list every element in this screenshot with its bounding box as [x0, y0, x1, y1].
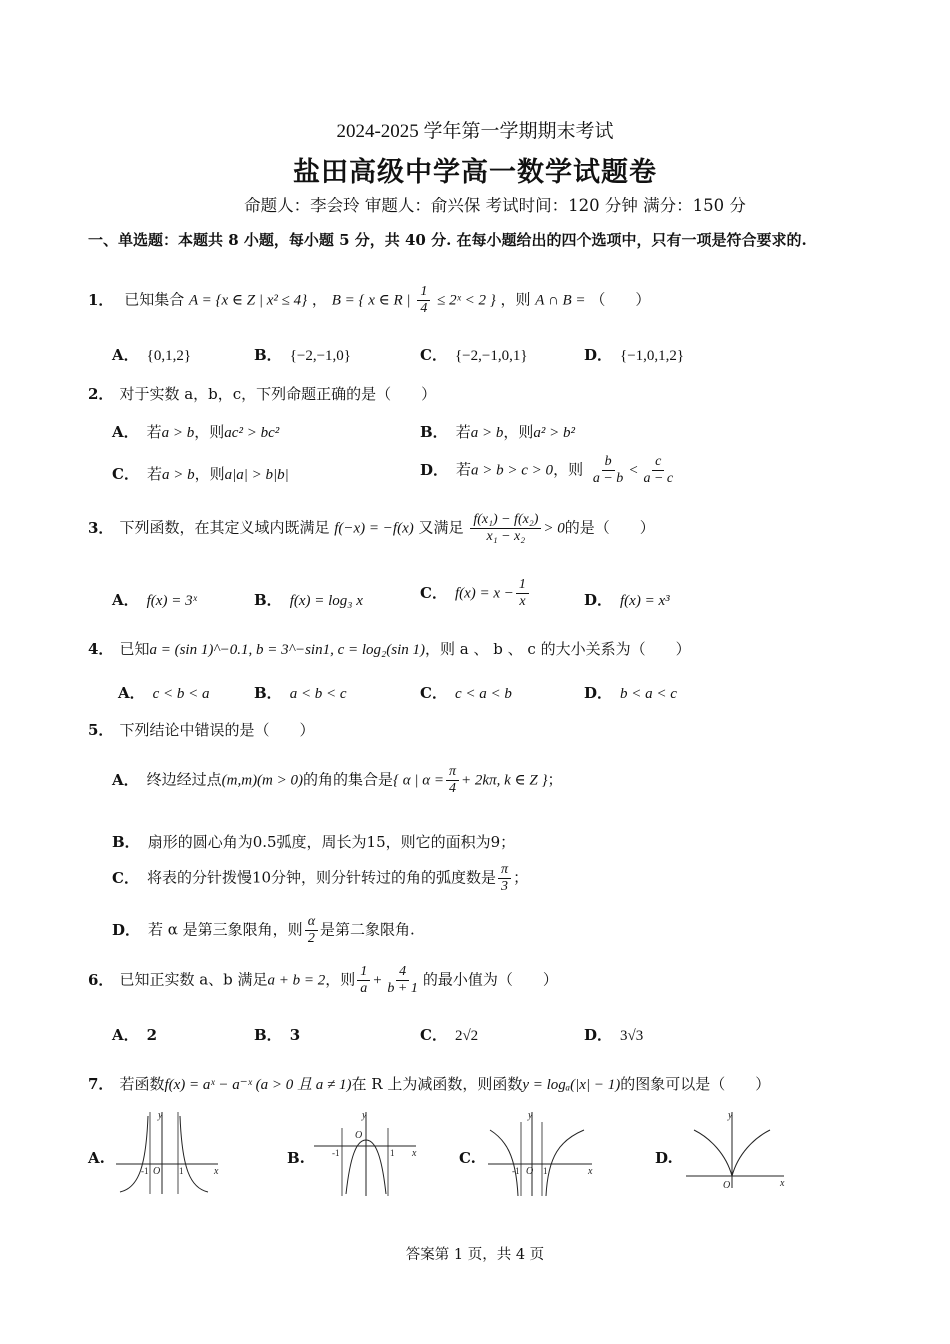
q5-option-c[interactable] [112, 862, 528, 895]
tick-neg1: -1 [332, 1148, 340, 1158]
option-label: B． [112, 833, 140, 851]
option-math: a > b [161, 425, 195, 441]
x-label: x [780, 1178, 785, 1189]
option-text: {0,1,2} [146, 348, 192, 364]
option-text: 3√3 [620, 1028, 644, 1044]
q7-option-d-label[interactable]: D. [655, 1149, 673, 1167]
option-label: A． [112, 423, 139, 441]
y-label: y [728, 1110, 733, 1121]
intersection-expression: A ∩ B = [535, 292, 586, 309]
fraction [470, 512, 541, 545]
y-label: y [362, 1110, 367, 1121]
option-label: C． [420, 1026, 447, 1044]
option-text: f(x) = x − [454, 585, 514, 602]
option-text: {−1,0,1,2} [620, 348, 685, 364]
option-text: f(x) = log₃ x [289, 593, 363, 609]
y-label: y [158, 1110, 163, 1121]
q7-option-b-label[interactable]: B. [287, 1149, 305, 1167]
question-5 [88, 719, 314, 740]
option-math: ac² > bc² [224, 425, 280, 441]
question-text: ，则 a 、 b 、 c 的大小关系为（ ） [425, 640, 691, 658]
q4-option-b[interactable] [254, 682, 347, 703]
option-math: a|a| > b|b| [224, 467, 289, 483]
option-text: 2√2 [454, 1028, 479, 1044]
fraction [516, 577, 529, 610]
question-text: 下列函数，在其定义域内既满足 [119, 518, 330, 537]
q7-graph-c[interactable] [484, 1108, 599, 1198]
question-text: 的是（ ） [564, 518, 655, 537]
q4-option-a[interactable] [118, 682, 210, 703]
option-text: ，则 [503, 423, 534, 441]
x-label: x [412, 1148, 417, 1159]
option-math: < [628, 462, 639, 479]
option-text: ，则 [194, 423, 225, 441]
q7-graph-d[interactable] [680, 1108, 795, 1198]
answer-blank: （ ） [590, 290, 651, 309]
fraction-numerator: 1 [516, 577, 529, 594]
fraction-numerator: b [602, 454, 615, 471]
curve-left [120, 1116, 148, 1192]
question-text: 已知集合 [124, 290, 185, 309]
option-text: b < a < c [620, 686, 677, 702]
option-text: c < b < a [152, 686, 210, 702]
section-heading: 一、单选题：本题共 8 小题，每小题 5 分，共 40 分. 在每小题给出的四个选项中，只有一项是符合要求的. [88, 231, 807, 249]
question-3 [88, 512, 655, 545]
q4-option-d[interactable] [584, 682, 677, 703]
option-label: D． [584, 591, 613, 609]
q7-graph-b[interactable] [312, 1108, 427, 1198]
set-b-prefix: B = { x ∈ R | [331, 292, 411, 309]
question-number: 3． [88, 518, 114, 537]
q7-option-c-label[interactable]: C. [459, 1149, 476, 1167]
question-math: f(−x) = −f(x) [334, 520, 414, 537]
option-label: D． [584, 1026, 613, 1044]
fraction [357, 964, 370, 997]
q5-option-b[interactable] [112, 831, 515, 852]
curve-right [180, 1116, 208, 1192]
option-label: C． [420, 684, 447, 702]
question-math: a + b = 2 [267, 972, 326, 989]
question-7 [88, 1073, 770, 1094]
x-label: x [588, 1166, 593, 1177]
q5-option-a[interactable] [112, 764, 562, 797]
origin-label: O [153, 1166, 161, 1177]
fraction [498, 862, 511, 895]
option-text: ，则 [553, 460, 584, 479]
question-math: f(x) = aˣ − a⁻ˣ (a > 0 且 a ≠ 1) [164, 1077, 352, 1093]
option-math: a > b [161, 467, 195, 483]
q3-option-a[interactable] [112, 589, 197, 610]
q6-option-c[interactable] [420, 1024, 478, 1045]
question-6 [88, 964, 558, 997]
option-text: c < a < b [454, 686, 512, 702]
fraction [305, 914, 318, 947]
option-math: { α | α = [393, 772, 445, 789]
option-text: 若 [455, 423, 471, 441]
q1-option-a[interactable] [112, 344, 191, 365]
q2-option-a[interactable] [112, 421, 279, 442]
tick-neg1: -1 [512, 1166, 520, 1176]
fraction-denominator: 4 [449, 781, 457, 797]
option-text: {−2,−1,0,1} [454, 348, 528, 364]
option-label: B． [254, 1026, 282, 1044]
option-math: a > b > c > 0 [471, 462, 554, 479]
fraction-numerator: 1 [417, 284, 430, 301]
q2-option-d[interactable] [420, 454, 678, 487]
option-text: 若 [146, 465, 162, 483]
option-text: 扇形的圆心角为0.5弧度，周长为15，则它的面积为9； [147, 833, 516, 851]
option-label: A． [112, 770, 139, 789]
fraction-numerator: f(x₁) − f(x₂) [470, 512, 541, 529]
page-footer: 答案第 1 页，共 4 页 [405, 1247, 545, 1263]
curve-left [694, 1130, 732, 1176]
exam-term-title: 2024-2025 学年第一学期期末考试 [336, 121, 614, 142]
option-math: + 2kπ, k ∈ Z } [461, 772, 548, 789]
question-text: 的最小值为（ ） [422, 970, 558, 989]
question-text: 的图象可以是（ ） [620, 1075, 771, 1093]
fraction-denominator: a − c [643, 471, 674, 487]
option-label: A． [112, 1026, 139, 1044]
origin-label: O [723, 1180, 731, 1191]
question-number: 6． [88, 970, 114, 989]
tick-1: 1 [390, 1148, 395, 1158]
tick-1: 1 [179, 1166, 184, 1176]
option-text: 终边经过点 [146, 770, 222, 789]
question-number: 5． [88, 721, 114, 739]
option-text: f(x) = x³ [620, 593, 670, 609]
q5-option-d[interactable] [112, 914, 415, 947]
option-label: B． [254, 591, 282, 609]
question-text: ，则 [325, 970, 356, 989]
option-label: C． [112, 868, 139, 887]
set-a-expression: A = {x ∈ Z | x² ≤ 4} [189, 292, 308, 309]
question-text: 下列结论中错误的是（ ） [119, 721, 315, 739]
option-label: D． [420, 460, 449, 479]
fraction [384, 964, 420, 997]
option-math: a > b [470, 425, 504, 441]
option-text: 若 [456, 460, 472, 479]
option-math: (m,m)(m > 0) [221, 772, 304, 789]
set-b-fraction [417, 284, 430, 317]
q1-option-b[interactable] [254, 344, 351, 365]
option-label: B． [254, 346, 282, 364]
fraction [590, 454, 626, 487]
question-text: 又满足 [418, 518, 464, 537]
question-2 [88, 383, 436, 404]
fraction [640, 454, 676, 487]
option-text: f(x) = 3ˣ [146, 593, 197, 609]
fraction-numerator: 4 [396, 964, 409, 981]
q3-option-c[interactable] [420, 577, 531, 610]
set-b-suffix: ≤ 2ˣ < 2 } [437, 292, 496, 309]
x-label: x [214, 1166, 219, 1177]
fraction-denominator: 3 [501, 879, 509, 895]
option-text: ； [513, 868, 529, 887]
option-text: ，则 [194, 465, 225, 483]
option-text: 是第二象限角. [320, 920, 415, 939]
fraction-denominator: a [360, 981, 368, 997]
q4-option-c[interactable] [420, 682, 512, 703]
question-text: ，则 [500, 290, 531, 309]
fraction-numerator: α [305, 914, 318, 931]
y-label: y [528, 1110, 533, 1121]
fraction-denominator: 2 [307, 931, 315, 947]
tick-neg1: -1 [141, 1166, 149, 1176]
question-number: 4． [88, 640, 114, 658]
fraction-numerator: π [498, 862, 511, 879]
fraction-numerator: π [446, 764, 459, 781]
q3-option-d[interactable] [584, 589, 670, 610]
option-label: A． [112, 346, 139, 364]
curve-right [732, 1130, 770, 1176]
fraction-denominator: x [519, 594, 526, 610]
fraction-denominator: b + 1 [387, 981, 418, 997]
question-math: y = logₐ(|x| − 1) [522, 1077, 621, 1093]
option-label: C． [112, 465, 139, 483]
fraction-numerator: c [652, 454, 664, 471]
option-label: D． [112, 920, 141, 939]
option-text: 的角的集合是 [303, 770, 394, 789]
separator: ， [311, 290, 327, 309]
option-label: D． [584, 346, 613, 364]
option-text: 3 [289, 1026, 301, 1044]
question-number: 2． [88, 385, 114, 403]
option-text: ； [547, 770, 563, 789]
exam-meta-info: 命题人：李会玲 审题人：俞兴保 考试时间：120 分钟 满分：150 分 [244, 196, 746, 215]
q7-graph-a[interactable] [110, 1108, 225, 1198]
option-label: C． [420, 346, 447, 364]
option-label: C． [420, 583, 447, 602]
option-text: 若 [146, 423, 162, 441]
question-number: 1． [88, 290, 114, 309]
question-text: 在 R 上为减函数，则函数 [351, 1075, 523, 1093]
option-text: 将表的分针拨慢10分钟，则分针转过的角的弧度数是 [146, 868, 497, 887]
q3-option-b[interactable] [254, 589, 363, 610]
q2-option-b[interactable] [420, 421, 575, 442]
question-math: a = (sin 1)^−0.1, b = 3^−sin1, c = log₂(sin 1) [149, 642, 426, 658]
option-text: 若 α 是第三象限角，则 [148, 920, 303, 939]
option-label: B． [420, 423, 448, 441]
curve-left [490, 1130, 518, 1196]
question-text: 对于实数 a，b，c，下列命题正确的是（ ） [119, 385, 437, 403]
question-text: 已知正实数 a、b 满足 [119, 970, 268, 989]
q7-option-a-label[interactable]: A. [88, 1149, 105, 1167]
option-label: A． [118, 684, 145, 702]
question-text: 若函数 [119, 1075, 165, 1093]
option-label: A． [112, 591, 139, 609]
fraction [446, 764, 459, 797]
fraction-denominator: 4 [420, 301, 428, 317]
question-math: + [372, 972, 383, 989]
exam-paper-title: 盐田高级中学高一数学试题卷 [293, 157, 657, 188]
fraction-denominator: x₁ − x₂ [486, 529, 526, 545]
option-text: 2 [146, 1026, 158, 1044]
question-number: 7． [88, 1075, 114, 1093]
question-math: > 0 [543, 520, 565, 537]
option-text: {−2,−1,0} [289, 348, 352, 364]
question-text: 已知 [119, 640, 150, 658]
origin-label: O [355, 1130, 363, 1141]
option-math: a² > b² [533, 425, 575, 441]
option-text: a < b < c [289, 686, 347, 702]
q6-option-d[interactable] [584, 1024, 643, 1045]
origin-label: O [526, 1166, 534, 1177]
option-label: D． [584, 684, 613, 702]
question-1 [88, 284, 650, 317]
q6-option-b[interactable] [254, 1024, 300, 1045]
fraction-numerator: 1 [357, 964, 370, 981]
q1-option-d[interactable] [584, 344, 684, 365]
tick-1: 1 [543, 1166, 548, 1176]
fraction-denominator: a − b [592, 471, 624, 487]
q2-option-c[interactable] [112, 463, 289, 484]
option-label: B． [254, 684, 282, 702]
q6-option-a[interactable] [112, 1024, 157, 1045]
q1-option-c[interactable] [420, 344, 528, 365]
curve-right [546, 1130, 584, 1196]
question-4 [88, 638, 691, 659]
